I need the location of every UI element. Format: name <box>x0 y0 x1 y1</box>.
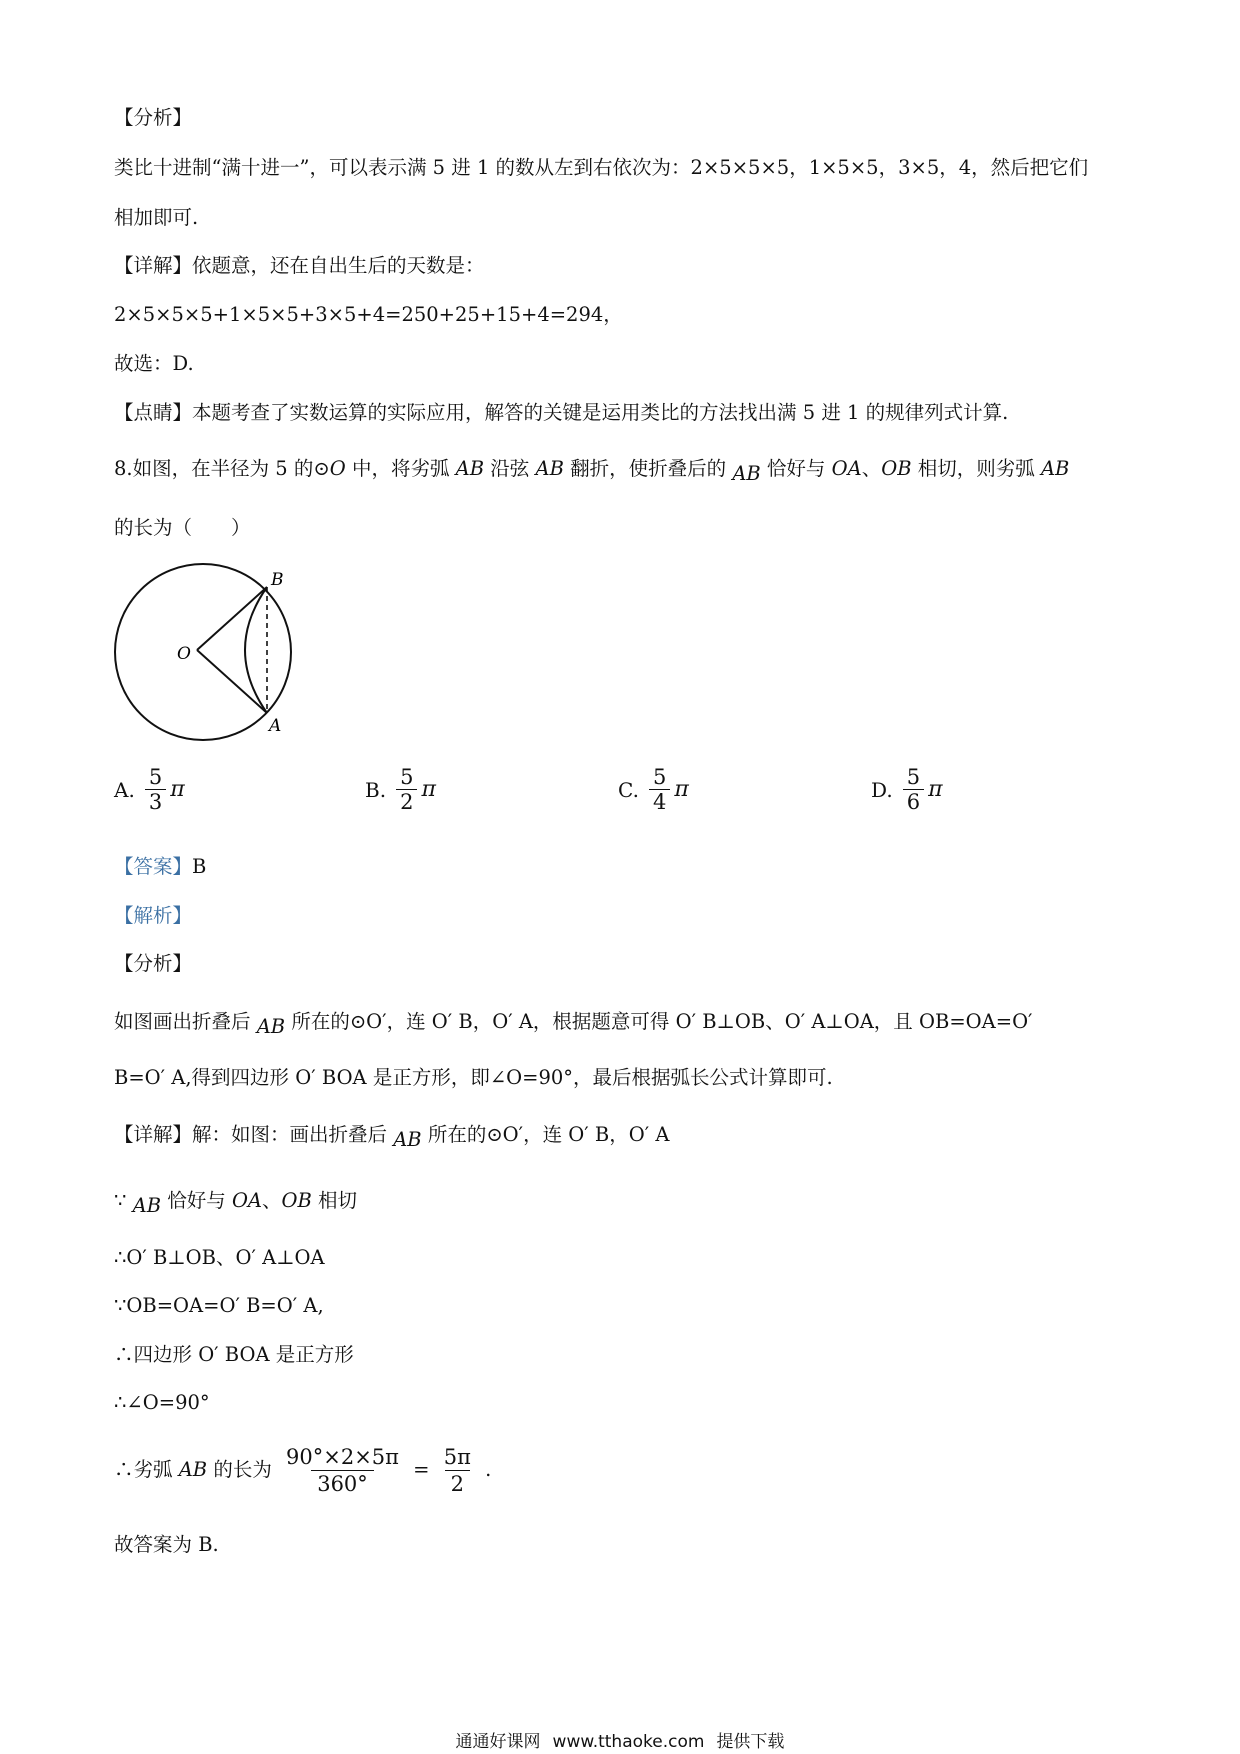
q8-AB-4: AB <box>1040 457 1070 480</box>
arc-formula-num: 90°×2×5π <box>286 1445 399 1469</box>
option-d-num: 5 <box>906 765 921 789</box>
comment-prev <box>114 399 1008 427</box>
circle-figure <box>105 555 310 745</box>
option-b-num: 5 <box>400 765 414 789</box>
option-a-pi: π <box>170 777 185 802</box>
detail-l7-b: 的长为 <box>207 1458 272 1481</box>
detail-line7 <box>114 1440 491 1500</box>
analysis-text-prev-line2: 相加即可. <box>114 206 199 229</box>
footer-action: 提供下载 <box>716 1732 785 1752</box>
detail-prev-line1 <box>114 252 485 280</box>
detail-AB-1: AB <box>393 1128 422 1151</box>
option-a-fraction <box>145 765 166 814</box>
equals-sign: = <box>413 1458 430 1481</box>
detail-l2-b: 恰好与 <box>161 1189 232 1212</box>
q8-text-c: 沿弦 <box>484 457 536 480</box>
option-a[interactable] <box>114 765 185 814</box>
detail-l1-b: 所在的⊙O′，连 O′ B，O′ A <box>421 1123 670 1146</box>
result-fraction <box>438 1444 477 1497</box>
detail-line3: ∴O′ B⊥OB、O′ A⊥OA <box>114 1246 325 1269</box>
detail-OB: OB <box>281 1189 312 1212</box>
q8-text-e: 恰好与 <box>760 457 832 480</box>
label-O: O <box>177 644 191 664</box>
q8-AB-2: AB <box>535 457 564 480</box>
option-a-label: A. <box>114 777 135 802</box>
detail-AB-3: AB <box>178 1458 208 1481</box>
q8-AB-3: AB <box>732 462 761 485</box>
detail-line5: ∴四边形 O′ BOA 是正方形 <box>114 1343 354 1366</box>
label-B: B <box>271 570 284 590</box>
arc-formula-den: 360° <box>311 1470 374 1497</box>
analysis-line2: B=O′ A,得到四边形 O′ BOA 是正方形，即∠O=90°，最后根据弧长公式计算即可. <box>114 1066 833 1089</box>
comment-heading: 【点睛】 <box>114 401 193 424</box>
q8-AB-1: AB <box>455 457 485 480</box>
detail-OA: OA <box>231 1189 263 1212</box>
answer-line <box>114 853 206 881</box>
question-8-line1 <box>114 455 1069 483</box>
option-a-num: 5 <box>148 765 163 789</box>
footer-site: 通通好课网 <box>455 1732 541 1752</box>
detail-line4: ∵OB=OA=O′ B=O′ A, <box>114 1294 324 1317</box>
formula-period: . <box>485 1458 492 1481</box>
option-a-den: 3 <box>145 789 166 814</box>
option-c-pi: π <box>674 777 689 802</box>
analysis-l1-b: 所在的⊙O′，连 O′ B，O′ A，根据题意可得 O′ B⊥OB、O′ A⊥OA，且 OB=OA=O′ <box>285 1010 1033 1033</box>
segment-OA <box>197 650 267 713</box>
answer-heading: 【答案】 <box>114 855 193 878</box>
option-b-den: 2 <box>396 789 417 814</box>
option-d-pi: π <box>928 777 943 802</box>
option-d-label: D. <box>871 777 893 802</box>
analysis-heading: 【分析】 <box>114 952 193 975</box>
detail-AB-2: AB <box>132 1194 162 1217</box>
option-c-label: C. <box>618 777 639 802</box>
detail-heading: 【详解】 <box>114 1123 193 1146</box>
q8-text-d: 翻折，使折叠后的 <box>563 457 733 480</box>
detail-l7-a: ∴劣弧 <box>114 1458 179 1481</box>
choice-prev: 故选：D. <box>114 352 194 375</box>
q8-text-a: 8.如图，在半径为 5 的⊙ <box>114 457 330 480</box>
arc-formula-fraction <box>280 1444 405 1497</box>
option-d-fraction <box>903 765 924 814</box>
option-c-num: 5 <box>652 765 667 789</box>
detail-line6: ∴∠O=90° <box>114 1391 210 1414</box>
q8-OB: OB <box>881 457 912 480</box>
option-d[interactable] <box>871 765 943 814</box>
option-b-pi: π <box>421 777 436 802</box>
q8-OA: OA <box>831 457 862 480</box>
footer-url[interactable]: www.tthaoke.com <box>552 1732 705 1752</box>
q8-text-b: 中，将劣弧 <box>345 457 456 480</box>
detail-l2-c: 相切 <box>311 1189 358 1212</box>
detail-line2 <box>114 1187 357 1215</box>
detail-l1-a: 解：如图：画出折叠后 <box>192 1123 394 1146</box>
detail-text-prev: 依题意，还在自出生后的天数是： <box>192 254 485 277</box>
option-d-den: 6 <box>903 789 924 814</box>
detail-heading-prev: 【详解】 <box>114 254 193 277</box>
result-num: 5π <box>443 1445 471 1469</box>
analysis-text-prev-line1: 类比十进制“满十进一”，可以表示满 5 进 1 的数从左到右依次为：2×5×5×5，1×5×5，3×5，4，然后把它们 <box>114 156 1089 179</box>
detail-line8: 故答案为 B. <box>114 1533 219 1556</box>
detail-line1 <box>114 1121 669 1149</box>
detail-prev-line2: 2×5×5×5+1×5×5+3×5+4=250+25+15+4=294， <box>114 303 623 326</box>
analysis-line1 <box>114 1008 1033 1036</box>
jiexi-heading: 【解析】 <box>114 904 193 927</box>
detail-sep: 、 <box>262 1189 282 1212</box>
q8-text-f: 相切，则劣弧 <box>911 457 1041 480</box>
q8-sep: 、 <box>861 457 882 480</box>
option-c[interactable] <box>618 765 689 814</box>
answer-value: B <box>192 855 207 878</box>
result-den: 2 <box>445 1470 470 1497</box>
option-c-fraction <box>649 765 670 814</box>
question-8-line2: 的长为（ ） <box>114 516 251 539</box>
analysis-l1-a: 如图画出折叠后 <box>114 1010 257 1033</box>
page-footer <box>0 1727 1240 1752</box>
detail-l2-a: ∵ <box>114 1189 133 1212</box>
analysis-heading-prev: 【分析】 <box>114 106 193 129</box>
analysis-AB: AB <box>256 1015 286 1038</box>
option-c-den: 4 <box>649 789 670 814</box>
folded-arc <box>245 587 267 713</box>
segment-OB <box>197 587 267 650</box>
q8-O: O <box>329 457 346 480</box>
option-b-label: B. <box>365 777 387 802</box>
comment-text: 本题考查了实数运算的实际应用，解答的关键是运用类比的方法找出满 5 进 1 的规律列式计算. <box>192 401 1009 424</box>
option-b[interactable] <box>365 765 436 814</box>
label-A: A <box>269 716 282 736</box>
option-b-fraction <box>396 765 417 814</box>
